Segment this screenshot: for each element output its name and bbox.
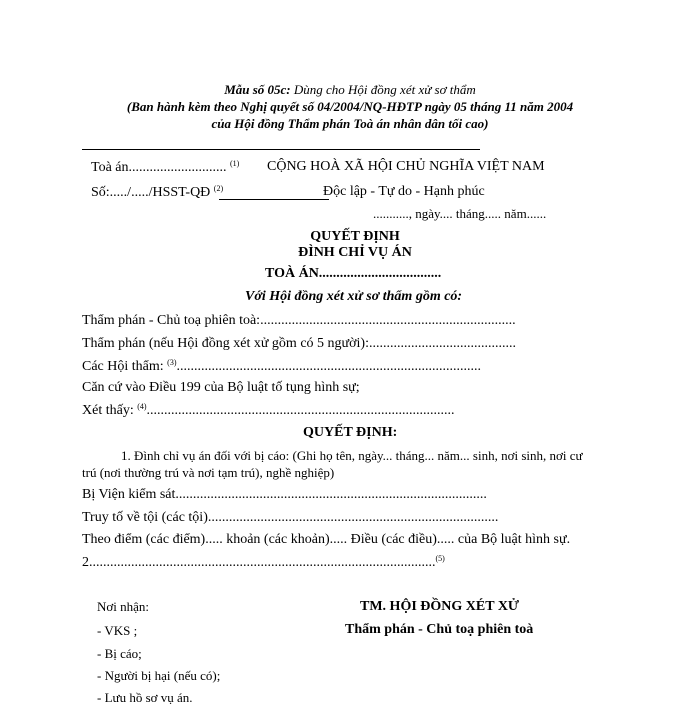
nation-heading: CỘNG HOÀ XÃ HỘI CHỦ NGHĨA VIỆT NAM xyxy=(267,159,545,174)
recipient-item: - Người bị hại (nếu có); xyxy=(97,668,221,683)
note-ref-5: (5) xyxy=(435,554,445,563)
legal-basis: Căn cứ vào Điều 199 của Bộ luật tố tụng hình sự; xyxy=(82,380,360,395)
item-1-line-1: 1. Đình chỉ vụ án đối với bị cáo: (Ghi họ tên, ngày... tháng... năm... sinh, nơi sinh, nơi cư xyxy=(121,448,583,463)
header-divider xyxy=(82,149,480,150)
procuracy-field: Bị Viện kiểm sát......................................................................................... xyxy=(82,487,487,502)
item-2-field: 2...................................................................................................$^{(5)}$ xyxy=(82,554,445,570)
recipient-item: - Lưu hồ sơ vụ án. xyxy=(97,690,193,705)
recipients-title: Nơi nhận: xyxy=(97,599,150,614)
considering-field: Xét thấy: $^{(4)}$........................................................................................ xyxy=(82,402,455,418)
decision-subtitle: ĐÌNH CHỈ VỤ ÁN xyxy=(298,245,412,260)
jurors-field: Các Hội thẩm: $^{(3)}$....................................................................................... xyxy=(82,358,481,374)
presiding-judge-field: Thẩm phán - Chủ toạ phiên toà:......................................................................... xyxy=(82,313,516,328)
form-number: Mẫu số 05c: xyxy=(224,82,291,97)
issued-line-1: (Ban hành kèm theo Nghị quyết số 04/2004/NQ-HĐTP ngày 05 tháng 11 năm 2004 xyxy=(126,99,574,114)
recipient-item: - Bị cáo; xyxy=(97,646,142,661)
court-name: Toà án............................ $^{(1)}$ xyxy=(91,159,240,175)
signature-role: Thẩm phán - Chủ toạ phiên toà xyxy=(345,622,534,637)
note-ref-4: (4) xyxy=(137,402,147,411)
charged-field: Truy tố về tội (các tội)................................................................................... xyxy=(82,510,499,525)
court-heading: TOÀ ÁN................................... xyxy=(265,266,442,281)
provisions-field: Theo điểm (các điểm)..... khoản (các khoản)..... Điều (các điều)..... của Bộ luật hình sự. xyxy=(82,532,571,547)
issued-line-2: của Hội đồng Thẩm phán Toà án nhân dân tối cao) xyxy=(211,116,489,131)
decision-number: Số:...../...../HSST-QĐ $^{(2)}$ xyxy=(91,184,224,200)
recipient-item: - VKS ; xyxy=(97,623,138,638)
note-ref-1: (1) xyxy=(230,159,240,168)
form-title xyxy=(0,82,700,98)
decision-title: QUYẾT ĐỊNH xyxy=(310,229,400,244)
form-purpose: Dùng cho Hội đồng xét xử sơ thẩm xyxy=(290,82,476,97)
note-ref-2: (2) xyxy=(213,184,224,193)
note-ref-3: (3) xyxy=(167,358,177,367)
place-date: ..........., ngày.... tháng..... năm...... xyxy=(373,206,547,221)
national-motto: Độc lập - Tự do - Hạnh phúc xyxy=(323,184,485,199)
item-1-line-2: trú (nơi thường trú và nơi tạm trú), nghề nghiệp) xyxy=(82,465,335,480)
judge-5-field: Thẩm phán (nếu Hội đồng xét xử gồm có 5 người):.......................................... xyxy=(82,336,516,351)
signature-title: TM. HỘI ĐỒNG XÉT XỬ xyxy=(360,599,520,614)
decides-title: QUYẾT ĐỊNH: xyxy=(303,425,398,440)
number-underline xyxy=(219,199,329,200)
panel-intro: Với Hội đồng xét xử sơ thẩm gồm có: xyxy=(245,289,463,304)
